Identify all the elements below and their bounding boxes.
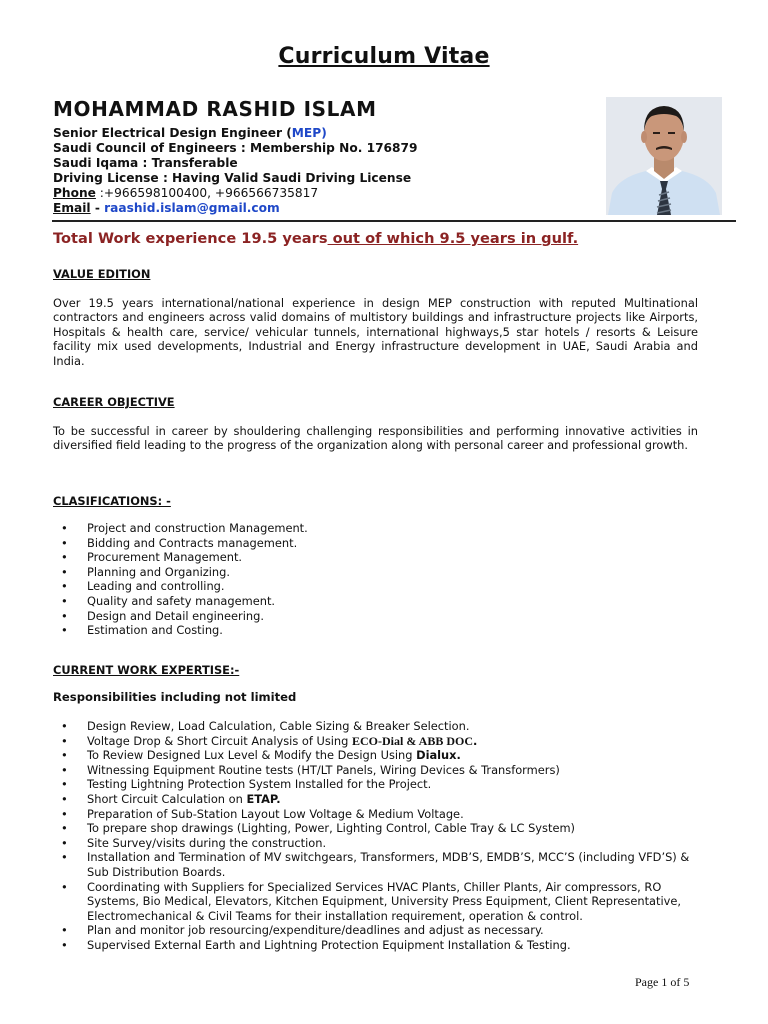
list-item: • Preparation of Sub-Station Layout Low Voltage & Medium Voltage. xyxy=(61,806,464,821)
candidate-name: MOHAMMAD RASHID ISLAM xyxy=(53,97,377,121)
list-item: • Design Review, Load Calculation, Cable Sizing & Breaker Selection. xyxy=(61,719,470,733)
value-edition-heading: VALUE EDITION xyxy=(53,267,151,281)
total-experience-main: Total Work experience 19.5 years xyxy=(53,230,328,247)
current-work-heading: CURRENT WORK EXPERTISE:- xyxy=(53,663,240,677)
list-item: • Supervised External Earth and Lightning Protection Equipment Installation & Testing. xyxy=(61,937,571,952)
email-link[interactable]: raashid.islam@gmail.com xyxy=(104,201,280,215)
responsibilities-subheading: Responsibilities including not limited xyxy=(53,690,297,704)
contact-block xyxy=(53,126,417,216)
list-item: • Plan and monitor job resourcing/expenditure/deadlines and adjust as necessary. xyxy=(61,923,544,938)
email-line xyxy=(53,201,417,216)
list-item: • Procurement Management. xyxy=(61,550,243,565)
profile-photo xyxy=(606,97,722,215)
phone-line xyxy=(53,186,417,201)
list-item: • To prepare shop drawings (Lighting, Power, Lighting Control, Cable Tray & LC System) xyxy=(61,821,575,836)
value-edition-text: Over 19.5 years international/national experience in design MEP construction with reputed Multinational contractors and engineers across valid domains of multistory buildings and infrastructure projects like Airports, Hospitals & health care, service/ vehicular tunnels, international highways,5 star hotels / resorts & Leisure facility mix used developments, Industrial and Energy infrastructure development in UAE, Saudi Arabia and India. xyxy=(53,296,698,368)
list-item: • Project and construction Management. xyxy=(61,521,308,535)
list-item: • Testing Lightning Protection System Installed for the Project. xyxy=(61,777,432,792)
job-title xyxy=(53,126,417,141)
iqama-line: Saudi Iqama : Transferable xyxy=(53,156,238,170)
phone-label: Phone xyxy=(53,186,96,200)
classifications-list xyxy=(53,521,703,638)
driving-license-line: Driving License : Having Valid Saudi Driving License xyxy=(53,171,412,185)
job-title-highlight: MEP xyxy=(291,126,322,140)
list-item: • Bidding and Contracts management. xyxy=(61,535,298,550)
total-experience-gulf: out of which 9.5 years in gulf. xyxy=(327,230,579,247)
list-item: • Site Survey/visits during the construction. xyxy=(61,835,327,850)
membership-line: Saudi Council of Engineers : Membership No. 176879 xyxy=(53,141,418,155)
list-item: • Voltage Drop & Short Circuit Analysis of Using ECO-Dial & ABB DOC. xyxy=(61,733,478,748)
total-experience xyxy=(53,230,578,247)
page-number: Page 1 of 5 xyxy=(635,975,690,989)
list-item: • To Review Designed Lux Level & Modify the Design Using Dialux. xyxy=(61,748,461,763)
list-item: • Short Circuit Calculation on ETAP. xyxy=(61,791,281,806)
header-divider xyxy=(52,220,736,222)
list-item: • Planning and Organizing. xyxy=(61,564,230,579)
responsibilities-list xyxy=(53,719,703,953)
list-item: • Leading and controlling. xyxy=(61,579,225,594)
email-label: Email xyxy=(53,201,91,215)
job-title-prefix: Senior Electrical Design Engineer ( xyxy=(53,126,292,140)
career-objective-heading: CAREER OBJECTIVE xyxy=(53,395,175,409)
phone-value: :+966598100400, +966566735817 xyxy=(95,186,319,200)
list-item: • Design and Detail engineering. xyxy=(61,608,264,623)
list-item: • Quality and safety management. xyxy=(61,593,276,608)
career-objective-text: To be successful in career by shouldering challenging responsibilities and performing innovative activities in diversified field leading to the progress of the organization along with personal career and professional growth. xyxy=(53,424,698,453)
classifications-heading: CLASIFICATIONS: - xyxy=(53,494,171,508)
email-separator: - xyxy=(90,201,105,215)
page-title: Curriculum Vitae xyxy=(278,44,490,69)
job-title-suffix: ) xyxy=(321,126,327,140)
list-item: • Estimation and Costing. xyxy=(61,623,223,638)
list-item: • Witnessing Equipment Routine tests (HT/LT Panels, Wiring Devices & Transformers) xyxy=(61,762,560,777)
list-item: • Coordinating with Suppliers for Specialized Services HVAC Plants, Chiller Plants, Air compressors, RO Systems, Bio Medical, Elevators, Kitchen Equipment, University Press Equipment, Client Representative, Electromechanical & Civil Teams for their installation requirement, operation & control. xyxy=(61,879,682,923)
list-item: • Installation and Termination of MV switchgears, Transformers, MDB’S, EMDB’S, MCC’S (including VFD’S) & Sub Distribution Boards. xyxy=(61,850,690,879)
